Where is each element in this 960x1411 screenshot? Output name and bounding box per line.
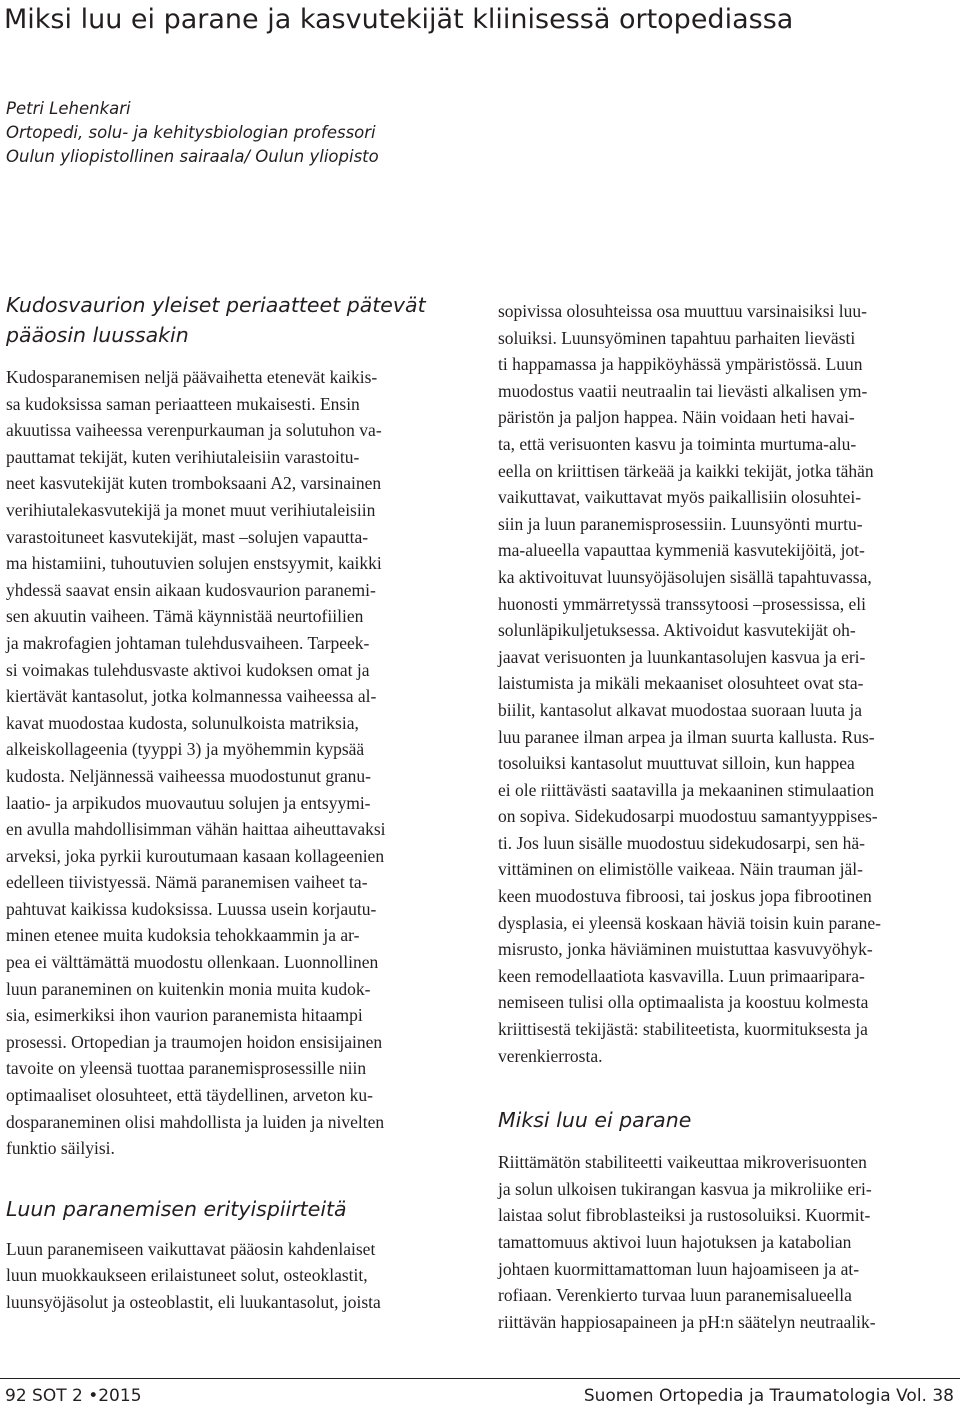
text-line: sia, esimerkiksi ihon vaurion paranemista hitaampi: [6, 1005, 363, 1026]
text-line: rofiaan. Verenkierto turvaa luun paranemisalueella: [498, 1285, 852, 1306]
text-line: prosessi. Ortopedian ja traumojen hoidon ensisijainen: [6, 1031, 383, 1052]
author-block: [6, 97, 606, 169]
text-line: Luun paranemisen erityispiirteitä: [6, 1196, 347, 1221]
text-line: riittävän happiosapaineen ja pH:n säätelyn neutraalik-: [498, 1311, 876, 1332]
page-footer: [0, 1378, 960, 1411]
text-line: soluiksi. Luunsyöminen tapahtuu parhaiten lievästi: [498, 327, 856, 348]
paragraph-bone-cells-continued: [498, 298, 958, 1069]
text-line: tosoluiksi kantasolut muuttuvat silloin, kun happea: [498, 753, 855, 774]
text-line: ka aktivoituvat luunsyöjäsolujen sisällä tapahtuvassa,: [498, 566, 872, 587]
text-line: pahtuvat kaikissa kudoksissa. Luussa usein korjautu-: [6, 898, 377, 919]
text-line: yhdessä saavat ensin aikaan kudosvaurion paranemi-: [6, 579, 376, 600]
text-line: funktio säilyisi.: [6, 1138, 115, 1159]
text-line: dosparaneminen olisi mahdollista ja luiden ja nivelten: [6, 1111, 385, 1132]
text-line: verenkierrosta.: [498, 1045, 603, 1066]
text-line: optimaaliset olosuhteet, että täydellinen, arveton ku-: [6, 1085, 373, 1106]
text-line: siin ja luun paranemisprosessiin. Luunsyönti murtu-: [498, 513, 863, 534]
text-line: tamattomuus aktivoi luun hajotuksen ja katabolian: [498, 1232, 852, 1252]
text-line: eella on kriittisen tärkeää ja kaikki tekijät, jotka tähän: [498, 460, 874, 481]
text-line: sopivissa olosuhteissa osa muuttuu varsinaisiksi luu-: [498, 301, 867, 321]
text-line: kiertävät kantasolut, jotka kolmannessa vaiheessa al-: [6, 686, 377, 707]
text-line: luun paraneminen on kuitenkin monia muita kudok-: [6, 978, 371, 999]
text-line: laistumista ja mikäli mekaaniset olosuhteet ovat sta-: [498, 673, 864, 694]
author-affiliation: Oulun yliopistollinen sairaala/ Oulun yliopisto: [6, 147, 379, 166]
text-line: verihiutalekasvutekijä ja monet muut verihiutaleisiin: [6, 499, 376, 520]
text-line: ma histamiini, tuhoutuvien solujen enstsyymit, kaikki: [6, 553, 382, 574]
text-line: si voimakas tulehdusvaste aktivoi kudoksen omat ja: [6, 659, 370, 680]
text-line: luun muokkaukseen erilaistuneet solut, osteoklastit,: [6, 1265, 368, 1286]
text-line: varastoituneet kasvutekijät, mast –solujen vapautta-: [6, 526, 369, 547]
text-line: ti happamassa ja happiköyhässä ympäristössä. Luun: [498, 354, 863, 375]
text-line: vittäminen on elimistölle vaikeaa. Näin trauman jäl-: [498, 859, 863, 880]
text-line: ti. Jos luun sisälle muodostuu sidekudosarpi, sen hä-: [498, 832, 865, 853]
text-line: nemiseen tulisi olla optimaalista ja koostuu kolmesta: [498, 992, 869, 1013]
text-line: arveksi, joka pyrkii kuroutumaan kasaan kollageenien: [6, 845, 385, 866]
right-column: [498, 298, 958, 1335]
text-line: pauttamat tekijät, kuten verihiutaleisiin varastoitu-: [6, 446, 360, 467]
text-line: kudosta. Neljännessä vaiheessa muodostunut granu-: [6, 765, 371, 786]
text-line: huonosti ymmärretyssä transsytoosi –prosessissa, eli: [498, 593, 866, 614]
text-line: tavoite on yleensä tuottaa paranemisprosessille niin: [6, 1058, 367, 1079]
text-line: akuutissa vaiheessa verenpurkauman ja solutuhon va-: [6, 420, 382, 441]
section-heading-general-principles: [6, 290, 466, 350]
text-line: ja makrofagien johtaman tulehdusvaiheen. Tarpeek-: [6, 632, 370, 653]
paragraph-healing-phases: [6, 364, 466, 1162]
text-line: Miksi luu ei parane: [498, 1108, 692, 1133]
text-line: kriittisestä tekijästä: stabiliteetista, kuormituksesta ja: [498, 1019, 868, 1040]
paragraph-bone-cells: [6, 1236, 466, 1316]
text-line: laistaa solut fibroblasteiksi ja rustosoluiksi. Kuormit-: [498, 1205, 871, 1226]
text-line: keen muodostuva fibroosi, tai joskus jopa fibrootinen: [498, 886, 872, 907]
text-line: luu paranee ilman arpea ja ilman suurta kallusta. Rus-: [498, 726, 875, 747]
text-line: laatio- ja arpikudos muovautuu solujen ja entsyymi-: [6, 792, 371, 813]
article-title: Miksi luu ei parane ja kasvutekijät kliinisessä ortopediassa: [4, 4, 794, 35]
text-line: neet kasvutekijät kuten tromboksaani A2, varsinainen: [6, 473, 382, 494]
text-line: misrusto, jonka häviäminen muistuttaa kasvuvyöhyk-: [498, 939, 873, 960]
paragraph-stability: [498, 1149, 958, 1335]
footer-page-info: 92 SOT 2 •2015: [5, 1386, 142, 1406]
text-line: edelleen tiivistyessä. Nämä paranemisen vaiheet ta-: [6, 872, 368, 893]
text-line: vaikuttavat, vaikuttavat myös paikallisiin olosuhtei-: [498, 487, 862, 508]
text-line: sa kudoksissa saman periaatteen mukaisesti. Ensin: [6, 393, 360, 414]
text-line: on sopiva. Sidekudosarpi muodostuu samantyyppises-: [498, 806, 878, 827]
text-line: Kudosvaurion yleiset periaatteet pätevät: [6, 293, 426, 317]
text-line: pea ei välttämättä muodostu ollenkaan. Luonnollinen: [6, 952, 379, 973]
text-line: biilit, kantasolut alkavat muodostaa suoraan luuta ja: [498, 699, 863, 720]
text-line: Riittämätön stabiliteetti vaikeuttaa mikroverisuonten: [498, 1152, 867, 1173]
footer-journal-name: Suomen Ortopedia ja Traumatologia Vol. 38: [583, 1386, 954, 1406]
text-line: ei ole riittävästi saatavilla ja mekaaninen stimulaation: [498, 779, 875, 800]
text-line: dysplasia, ei yleensä koskaan häviä toisin kuin parane-: [498, 912, 881, 933]
text-line: ma-alueella vapauttaa kymmeniä kasvutekijöitä, jot-: [498, 540, 865, 561]
text-line: jaavat verisuonten ja luunkantasolujen kasvua ja eri-: [498, 646, 866, 667]
author-position: Ortopedi, solu- ja kehitysbiologian professori: [6, 123, 376, 142]
text-line: Luun paranemiseen vaikuttavat pääosin kahdenlaiset: [6, 1238, 376, 1259]
section-heading-why-bone-does-not-heal: [498, 1105, 958, 1135]
text-line: keen remodellaatiota kasvavilla. Luun primaaripara-: [498, 965, 865, 986]
text-line: päristön ja paljon happea. Näin voidaan heti havai-: [498, 407, 855, 428]
author-name: Petri Lehenkari: [6, 99, 131, 118]
text-line: kavat muodostaa kudosta, solunulkoista matriksia,: [6, 712, 359, 733]
text-line: ja solun ulkoisen tukirangan kasvua ja mikroliike eri-: [498, 1178, 872, 1199]
text-line: en avulla mahdollisimman vähän haittaa aiheuttavaksi: [6, 819, 386, 840]
text-line: ta, että verisuonten kasvu ja toiminta murtuma-alu-: [498, 433, 857, 454]
text-line: johtaen kuormittamattoman luun hajoamiseen ja at-: [498, 1258, 860, 1279]
text-line: luunsyöjäsolut ja osteoblastit, eli luukantasolut, joista: [6, 1292, 381, 1312]
text-line: solunläpikuljetuksessa. Aktivoidut kasvutekijät oh-: [498, 620, 856, 641]
text-line: muodostus vaatii neutraalin tai lievästi alkalisen ym-: [498, 380, 868, 401]
section-heading-bone-healing-features: [6, 1194, 466, 1224]
text-line: minen etenee muita kudoksia tehokkaammin ja ar-: [6, 925, 360, 946]
text-line: sen akuutin vaiheen. Tämä käynnistää neurtofiilien: [6, 606, 364, 627]
text-line: alkeiskollageenia (tyyppi 3) ja myöhemmin kypsää: [6, 739, 365, 760]
left-column: [6, 290, 466, 1316]
text-line: Kudosparanemisen neljä päävaihetta etenevät kaikis-: [6, 367, 378, 387]
text-line: pääosin luussakin: [6, 323, 189, 347]
